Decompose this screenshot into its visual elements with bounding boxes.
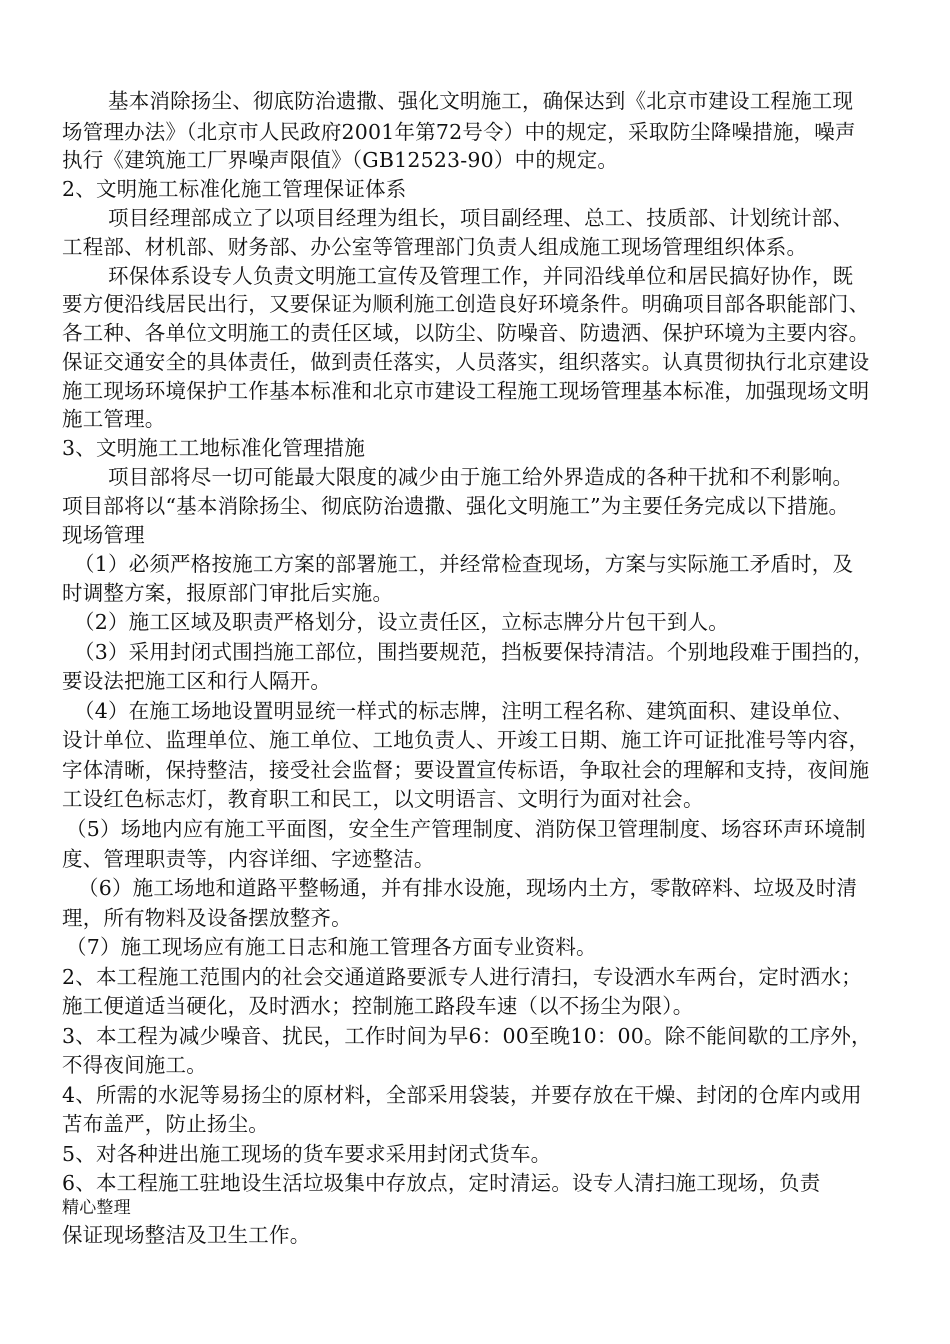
text-line: 设计单位、监理单位、施工单位、工地负责人、开竣工日期、施工许可证批准号等内容， (62, 728, 870, 752)
list-item: （5）场地内应有施工平面图，安全生产管理制度、消防保卫管理制度、场容环声环境制 (66, 817, 866, 841)
text-line: 要方便沿线居民出行，又要保证为顺利施工创造良好环境条件。明确项目部各职能部门、 (62, 292, 870, 316)
text-line: 项目部将以“基本消除扬尘、彻底防治遗撒、强化文明施工”为主要任务完成以下措施。 (62, 494, 850, 518)
text-line: 环保体系设专人负责文明施工宣传及管理工作，并同沿线单位和居民搞好协作，既 (108, 264, 854, 288)
text-line: 度、管理职责等，内容详细、字迹整洁。 (62, 847, 435, 871)
list-item: （7）施工现场应有施工日志和施工管理各方面专业资料。 (66, 935, 597, 959)
numbered-item: 4、所需的水泥等易扬尘的原材料，全部采用袋装，并要存放在干燥、封闭的仓库内或用 (62, 1083, 862, 1107)
text-line: 项目经理部成立了以项目经理为组长，项目副经理、总工、技质部、计划统计部、 (108, 206, 854, 230)
numbered-item: 6、本工程施工驻地设生活垃圾集中存放点，定时清运。设专人清扫施工现场，负责 (62, 1171, 821, 1195)
text-line: 要设法把施工区和行人隔开。 (62, 669, 332, 693)
text-line: 字体清晰，保持整洁，接受社会监督；要设置宣传标语，争取社会的理解和支持，夜间施 (62, 758, 870, 782)
list-item: （1）必须严格按施工方案的部署施工，并经常检查现场，方案与实际施工矛盾时，及 (74, 552, 854, 576)
numbered-item: 2、本工程施工范围内的社会交通道路要派专人进行清扫，专设洒水车两台，定时洒水； (62, 965, 862, 989)
text-line: 场管理办法》（北京市人民政府2001年第72号令）中的规定，采取防尘降噪措施，噪声 (62, 120, 856, 144)
text-line: 基本消除扬尘、彻底防治遗撒、强化文明施工，确保达到《北京市建设工程施工现 (108, 89, 854, 113)
list-item: （6）施工场地和道路平整畅通，并有排水设施，现场内土方，零散碎料、垃圾及时清 (78, 876, 858, 900)
text-line: 理，所有物料及设备摆放整齐。 (62, 906, 352, 930)
text-line: 时调整方案，报原部门审批后实施。 (62, 581, 394, 605)
text-line: 工程部、材机部、财务部、办公室等管理部门负责人组成施工现场管理组织体系。 (62, 235, 808, 259)
text-line: 施工管理。 (62, 407, 166, 431)
section-heading: 2、文明施工标准化施工管理保证体系 (62, 177, 407, 201)
text-line: 保证交通安全的具体责任，做到责任落实，人员落实，组织落实。认真贯彻执行北京建设 (62, 350, 870, 374)
text-line: 执行《建筑施工厂界噪声限值》（GB12523-90）中的规定。 (62, 148, 619, 172)
text-line: 苫布盖严，防止扬尘。 (62, 1112, 269, 1136)
text-line: 施工便道适当硬化，及时洒水；控制施工路段车速（以不扬尘为限）。 (62, 994, 694, 1018)
watermark-text: 精心整理 (62, 1198, 131, 1218)
list-item: （4）在施工场地设置明显统一样式的标志牌，注明工程名称、建筑面积、建设单位、 (74, 699, 854, 723)
text-line: 施工现场环境保护工作基本标准和北京市建设工程施工现场管理基本标准，加强现场文明 (62, 379, 870, 403)
list-item: （3）采用封闭式围挡施工部位，围挡要规范，挡板要保持清洁。个别地段难于围挡的， (74, 640, 874, 664)
section-heading: 3、文明施工工地标准化管理措施 (62, 436, 366, 460)
text-line: 项目部将尽一切可能最大限度的减少由于施工给外界造成的各种干扰和不利影响。 (108, 465, 854, 489)
text-line: 保证现场整洁及卫生工作。 (62, 1223, 311, 1247)
text-line: 工设红色标志灯，教育职工和民工，以文明语言、文明行为面对社会。 (62, 787, 704, 811)
list-item: （2）施工区域及职责严格划分，设立责任区，立标志牌分片包干到人。 (74, 610, 729, 634)
numbered-item: 5、对各种进出施工现场的货车要求采用封闭式货车。 (62, 1142, 552, 1166)
text-line: 不得夜间施工。 (62, 1053, 207, 1077)
text-line: 各工种、各单位文明施工的责任区域，以防尘、防噪音、防遗洒、保护环境为主要内容。 (62, 321, 870, 345)
subsection-heading: 现场管理 (62, 523, 145, 547)
numbered-item: 3、本工程为减少噪音、扰民，工作时间为早6：00至晚10：00。除不能间歇的工序外， (62, 1024, 872, 1048)
